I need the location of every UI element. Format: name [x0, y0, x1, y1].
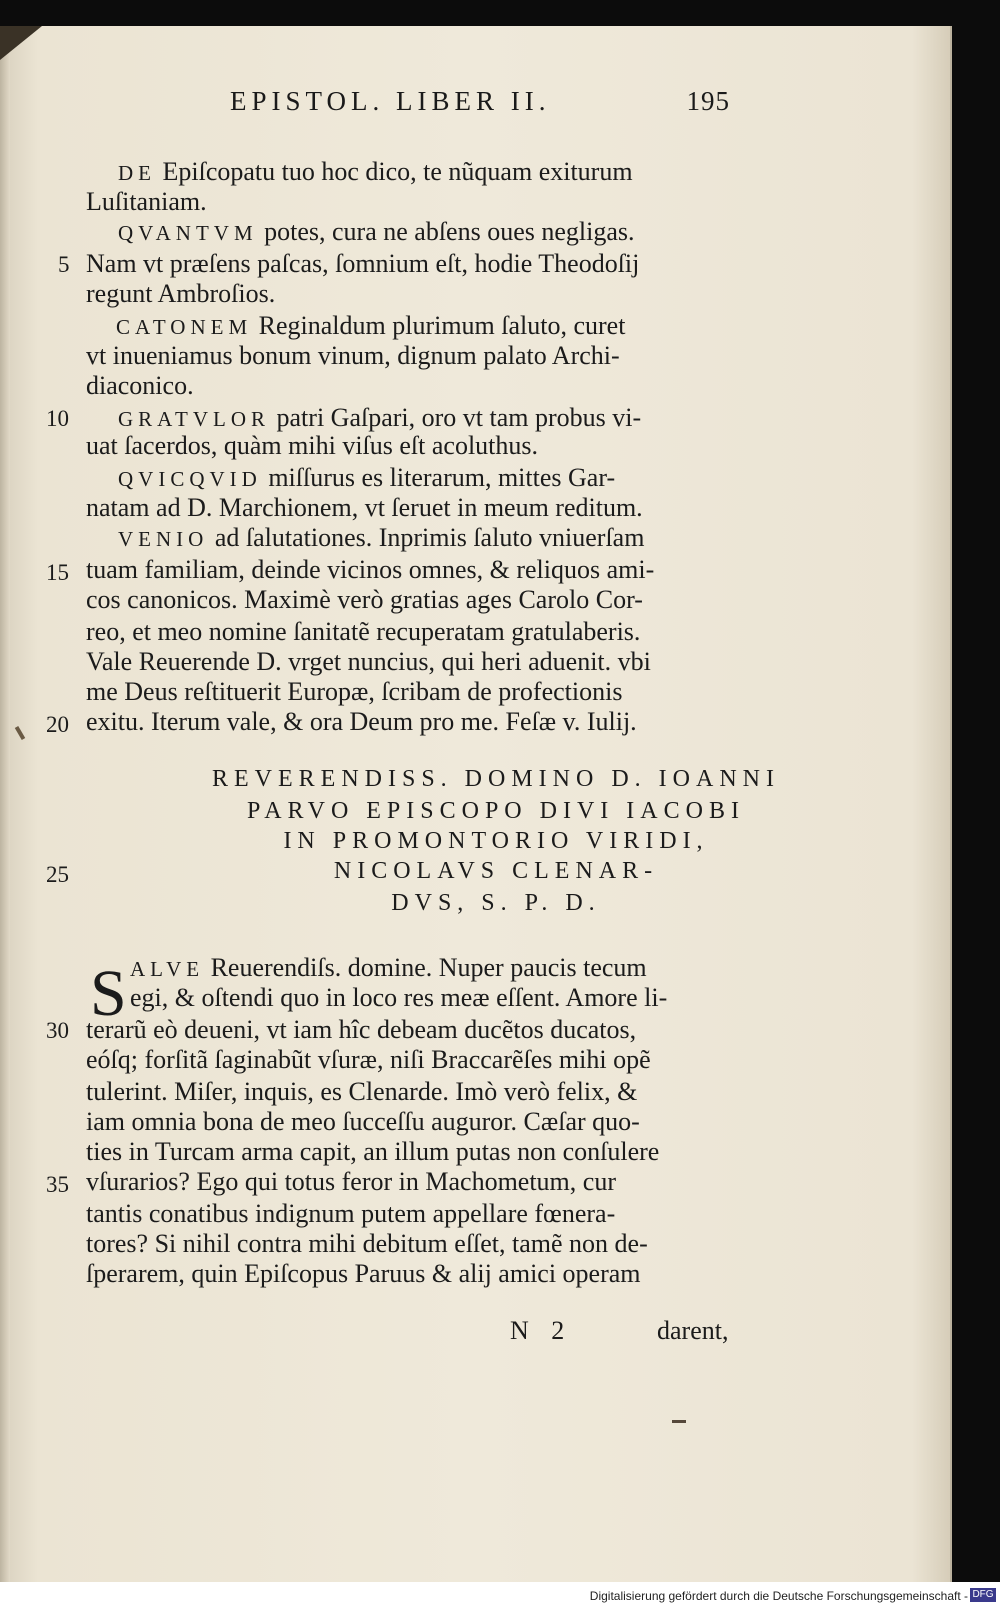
heading-line: REVERENDISS. DOMINO D. IOANNI: [212, 766, 780, 792]
letter-line: [86, 1166, 616, 1198]
line-number: 25: [46, 862, 69, 887]
small-caps-word: GRATVLOR: [118, 407, 271, 431]
heading-line: NICOLAVS CLENAR-: [333, 858, 659, 884]
text-line: [86, 676, 622, 708]
line-text: ſperarem, quin Epiſcopus Paruus & alij amici operam: [86, 1259, 641, 1288]
small-caps-word: QVICQVID: [118, 467, 262, 491]
line-number: 5: [58, 252, 70, 277]
text-line: [118, 216, 635, 249]
dfg-logo: DFG: [970, 1588, 996, 1602]
line-text: tantis conatibus indignum putem appellare fœnera-: [86, 1199, 616, 1228]
line-text: exitu. Iterum vale, & ora Deum pro me. Feſæ v. Iulij.: [86, 707, 637, 736]
small-caps-word: CATONEM: [116, 315, 253, 339]
text-line: [118, 156, 633, 189]
signature-mark: N 2: [510, 1316, 573, 1345]
line-number: 35: [46, 1172, 69, 1197]
line-text: tores? Si nihil contra mihi debitum eſſet, tamẽ non de-: [86, 1229, 648, 1258]
line-number: 10: [46, 406, 69, 431]
drop-capital: S: [90, 957, 127, 1030]
line-text: tulerint. Miſer, inquis, es Clenarde. Imò verò felix, &: [86, 1077, 638, 1106]
line-text: cos canonicos. Maximè verò gratias ages Carolo Cor-: [86, 585, 643, 614]
running-head-title: EPISTOL. LIBER II.: [230, 86, 551, 116]
line-text: terarũ eò deueni, vt iam hîc debeam ducẽtos ducatos,: [86, 1015, 637, 1044]
footer-credit: Digitalisierung gefördert durch die Deutsche Forschungsgemeinschaft -: [589, 1589, 968, 1603]
letter-line: [86, 1198, 615, 1230]
line-text: miſſurus es literarum, mittes Gar-: [261, 463, 616, 492]
line-number: 30: [46, 1018, 69, 1043]
line-text: Vale Reuerende D. vrget nuncius, qui heri aduenit. vbi: [86, 647, 651, 676]
line-text: me Deus reſtituerit Europæ, ſcribam de profectionis: [86, 677, 623, 706]
heading-line: IN PROMONTORIO VIRIDI,: [283, 828, 709, 854]
line-text: Reuerendiſs. domine. Nuper paucis tecum: [204, 953, 647, 982]
line-text: diaconico.: [86, 371, 194, 400]
line-text: vt inueniamus bonum vinum, dignum palato Archi-: [86, 341, 620, 370]
letter-line: [86, 1044, 651, 1076]
letter-line: [130, 952, 647, 985]
line-text: egi, & oſtendi quo in loco res meæ eſſent. Amore li-: [130, 983, 668, 1012]
text-line: [86, 278, 275, 310]
letter-line: [130, 982, 667, 1014]
line-text: ad ſalutationes. Inprimis ſaluto vniuerſam: [208, 523, 645, 552]
line-text: ties in Turcam arma capit, an illum putas non conſulere: [86, 1137, 660, 1166]
margin-mark: [15, 726, 25, 740]
letter-line: [86, 1228, 648, 1260]
text-line: [86, 492, 643, 524]
letter-line: [86, 1014, 636, 1046]
letter-line: [86, 1106, 640, 1138]
line-text: tuam familiam, deinde vicinos omnes, & reliquos ami-: [86, 555, 655, 584]
line-text: potes, cura ne abſens oues negligas.: [257, 217, 635, 246]
text-line: [118, 522, 644, 555]
line-text: Reginaldum plurimum ſaluto, curet: [252, 311, 626, 340]
letter-line: [86, 1076, 637, 1108]
line-text: iam omnia bona de meo ſucceſſu auguror. Cæſar quo-: [86, 1107, 640, 1136]
line-text: Epiſcopatu tuo hoc dico, te nũquam exiturum: [156, 157, 633, 186]
text-line: [86, 706, 637, 738]
page-number: 195: [686, 86, 730, 116]
small-caps-word: ALVE: [130, 957, 205, 981]
text-line: [86, 186, 207, 218]
small-caps-word: VENIO: [118, 527, 209, 551]
line-number: 20: [46, 712, 69, 737]
text-line: [86, 616, 640, 648]
text-line: [116, 310, 625, 343]
letter-line: [86, 1258, 641, 1290]
text-line: [118, 462, 615, 495]
running-head: [230, 86, 730, 126]
line-text: vſurarios? Ego qui totus feror in Machometum, cur: [86, 1167, 616, 1196]
text-line: [86, 430, 538, 462]
line-text: natam ad D. Marchionem, vt ſeruet in meum reditum.: [86, 493, 643, 522]
line-text: regunt Ambroſios.: [86, 279, 276, 308]
text-line: [86, 646, 651, 678]
ink-smudge: [672, 1420, 686, 1423]
text-line: [86, 248, 639, 280]
line-text: Nam vt præſens paſcas, ſomnium eſt, hodie Theodoſij: [86, 249, 640, 278]
line-number: 15: [46, 560, 69, 585]
small-caps-word: QVANTVM: [118, 221, 258, 245]
heading-line: DVS, S. P. D.: [391, 890, 601, 916]
line-text: patri Gaſpari, oro vt tam probus vi-: [270, 403, 642, 432]
book-page: [0, 26, 952, 1582]
catchword: darent,: [657, 1316, 729, 1345]
line-text: reo, et meo nomine ſanitatẽ recuperatam gratulaberis.: [86, 617, 641, 646]
small-caps-word: DE: [118, 161, 156, 185]
line-text: eóſq; forſitã ſaginabũt vſuræ, niſi Braccarẽſes mihi opẽ: [86, 1045, 651, 1074]
letter-line: [86, 1136, 659, 1168]
text-line: [86, 554, 654, 586]
line-text: Luſitaniam.: [86, 187, 207, 216]
heading-line: PARVO EPISCOPO DIVI IACOBI: [247, 798, 745, 824]
text-line: [86, 584, 643, 616]
text-line: [86, 370, 194, 402]
torn-corner: [0, 26, 42, 60]
text-line: [86, 340, 620, 372]
line-text: uat ſacerdos, quàm mihi viſus eſt acoluthus.: [86, 431, 539, 460]
